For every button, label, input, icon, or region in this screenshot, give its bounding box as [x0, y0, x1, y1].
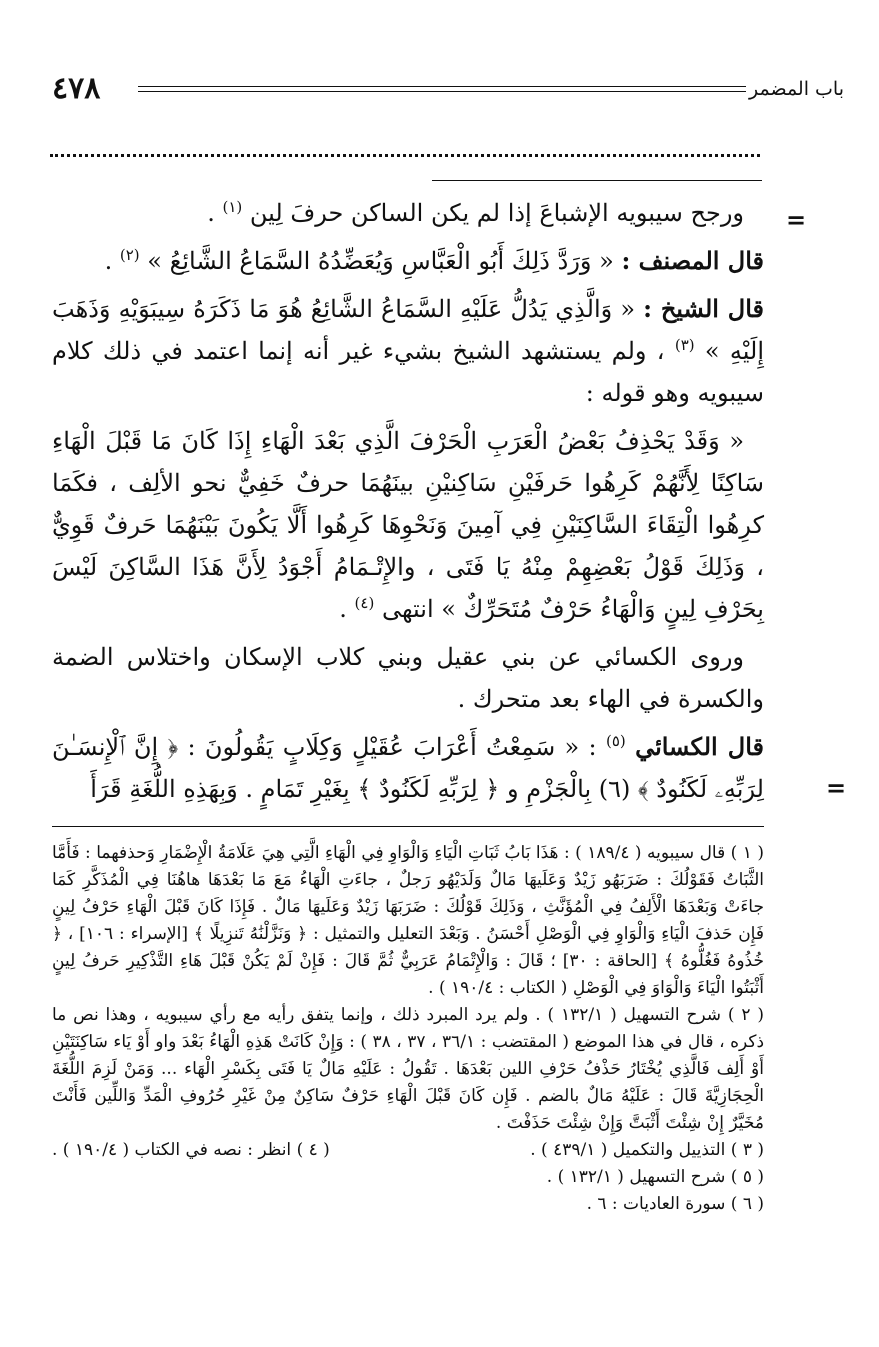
- continuation-mark-bottom: =: [826, 773, 847, 802]
- footnote-3: ( ٣ ) التذييل والتكميل ( ٤٣٩/١ ) .: [530, 1140, 764, 1160]
- section-rule: [432, 180, 762, 181]
- paragraph-tail: .: [104, 247, 113, 275]
- footnotes: [52, 840, 764, 1218]
- footnote-4: ( ٤ ) انظر : نصه في الكتاب ( ١٩٠/٤ ) .: [52, 1140, 330, 1160]
- paragraph-tail: ، ولم يستشهد الشيخ بشيء غير أنه إنما اعتمد في ذلك كلام سيبويه وهو قوله :: [52, 337, 764, 407]
- paragraph-text: « وَرَدَّ ذَلِكَ أَبُو الْعَبَّاسِ وَيُعَضِّدُهُ السَّمَاعُ الشَّائِعُ »: [139, 247, 614, 275]
- footnote-ref-2[interactable]: (٢): [119, 246, 140, 264]
- footnote-ref-5[interactable]: (٥): [605, 732, 626, 750]
- dotted-separator: [50, 154, 760, 157]
- footnote-ref-3[interactable]: (٣): [674, 336, 695, 354]
- paragraph-kisai: [52, 726, 764, 810]
- paragraph-sibawayh: [52, 192, 764, 234]
- footnote-5: ( ٥ ) شرح التسهيل ( ١٣٢/١ ) .: [546, 1167, 764, 1187]
- page-number: ٤٧٨: [52, 71, 101, 106]
- footnote-1: ( ١ ) قال سيبويه ( ١٨٩/٤ ) : هَذَا بَابُ ثَبَاتِ الْيَاءِ وَالْوَاوِ فِي الْهَاءِ الَّتِي هِيَ عَلَامَةُ الْإِضْمَارِ وَحذفهما : فَأَمَّا الثَّبَاتُ فَقَوْلُكَ : ضَرَبَهُو زَيْدٌ وَعَلَيهَا مَالٌ وَلَدَيْهُو رَجلٌ ، جاءَتِ الْهَاءُ مَعَ مَا بَعْدَهَا هاهُنَا فِي الْمُذَكَّرِ كَمَا جاءَتْ وَبَعْدَهَا الْأَلِفُ فِي الْمُؤَنَّثِ ، وَذَلِكَ قَوْلُكَ : ضَرَبَهَا زَيْدٌ وَعَلَيهَا مَالٌ . فَإِذَا كَانَ قَبْلَ الْهَاءِ حَرْفُ لِينٍ فَإِن حَذفَ الْيَاءِ وَالْوَاوِ فِي الْوَصْلِ أَحْسَنُ . وَبَعْدَ التعليل والتمثيل : ﴿ وَنَزَّلْنَٰهُ تَنزِيلًا ﴾ [الإسراء : ١٠٦] ، ﴿ خُذُوهُ فَغُلُّوهُ ﴾ [الحاقة : ٣٠] ؛ قَالَ : وَالْإِتْمَامُ عَرَبِيٌّ ثُمَّ قَالَ : فَإِنْ لَمْ يَكُنْ قَبْلَ هَاءِ التَّذْكِيرِ حَرفُ لِينٍ أَثْبَتُوا الْيَاءَ وَالْوَاوَ فِي الْوَصْلِ ( الكتاب : ١٩٠/٤ ) .: [52, 843, 765, 998]
- paragraph-tail: .: [207, 199, 215, 227]
- header-double-rule: [138, 86, 746, 92]
- footnote-row-3-4: [52, 1137, 764, 1164]
- paragraph-kisai-report: [52, 636, 764, 720]
- paragraph-musannif: [52, 240, 764, 282]
- footnote-6: ( ٦ ) سورة العاديات : ٦ .: [586, 1194, 764, 1214]
- footnote-2: ( ٢ ) شرح التسهيل ( ١٣٢/١ ) . ولم يرد المبرد ذلك ، وإنما يتفق رأيه مع رأي سيبويه ، وهذا نص ما ذكره ، قال في هذا الموضع ( المقتضب : ٣٦/١ ، ٣٧ ، ٣٨ ) : وَإِنْ كَانَتْ هَذِهِ الْهَاءُ بَعْدَ واو أَوْ يَاء سَاكِنَتَيْنِ أَوْ أَلِف فَالَّذِي يُخْتَارُ حَذْفُ حَرْفِ اللين بَعْدَهَا . تَقُولُ : عَلَيْهِ مَالٌ يَا فَتَى بِكَسْرِ الْهَاء ... وَمَنْ لَزِمَ اللُّغَةَ الْحِجَازِيَّةَ قَالَ : عَلَيْهُ مَالٌ بالضم . فَإِن كَانَ قَبْلَ الْهَاءِ حَرْفٌ سَاكِنٌ مِنْ غَيْرِ حُرُوفِ الْمَدِّ وَاللِّين فَأَنْتَ مُخَيَّرٌ إِنْ شِئْتَ أَثْبَتَّ وَإِنْ شِئْتَ حَذَفْتَ .: [52, 1005, 765, 1133]
- speaker-label: قال الشيخ :: [643, 294, 764, 323]
- main-text: [52, 192, 764, 816]
- paragraph-text: وروى الكسائي عن بني عقيل وبني كلاب الإسكان واختلاس الضمة والكسرة في الهاء بعد متحرك .: [52, 643, 764, 713]
- footnote-separator: [52, 826, 764, 827]
- paragraph-tail: : « سَمِعْتُ أَعْرَابَ عُقَيْلٍ وَكِلَابٍ يَقُولُونَ : ﴿ إِنَّ ٱلْإِنسَـٰنَ لِرَبِّهِۦ لَكَنُودٌ ﴾ (٦) بِالْجَزْمِ و ﴿ لِرَبِّهِ لَكَنُودٌ ﴾ بِغَيْرِ تَمَامٍ . وَبِهَذِهِ اللُّغَةِ قَرَأَ: [52, 733, 764, 803]
- continuation-mark-top: =: [786, 205, 807, 234]
- paragraph-text: « وَالَّذِي يَدُلُّ عَلَيْهِ السَّمَاعُ الشَّائِعُ هُوَ مَا ذَكَرَهُ سِيبَوَيْهِ وَذَهَبَ إِلَيْهِ »: [52, 295, 764, 365]
- footnote-ref-4[interactable]: (٤): [354, 594, 375, 612]
- paragraph-shaykh: [52, 288, 764, 414]
- paragraph-tail: .: [339, 595, 347, 623]
- paragraph-text: ورجح سيبويه الإشباعَ إذا لم يكن الساكن حرفَ لِين: [249, 199, 744, 227]
- paragraph-quotation: [52, 420, 764, 630]
- running-title: باب المضمر: [749, 78, 844, 100]
- paragraph-text: « وَقَدْ يَحْذِفُ بَعْضُ الْعَرَبِ الْحَرْفَ الَّذِي بَعْدَ الْهَاءِ إِذَا كَانَ مَا قَبْلَ الْهَاءِ سَاكِنًا لِأَنَّهُمْ كَرِهُوا حَرفَيْنِ سَاكِنيْنِ بينَهُمَا حرفٌ خَفِيٌّ نحو الألِف ، فكَمَا كرِهُوا الْتِقَاءَ السَّاكِنَيْنِ فِي آمِينَ وَنَحْوِهَا كَرِهُوا أَلَّا يَكُونَ بَيْنَهُمَا حَرفٌ قَوِيٌّ ، وَذَلِكَ قَوْلُ بَعْضِهِمْ مِنْهُ يَا فَتَى ، والإِتْـمَامُ أَجْوَدُ لِأَنَّ هَذَا السَّاكِنَ لَيْسَ بِحَرْفِ لِينٍ وَالْهَاءُ حَرْفٌ مُتَحَرِّكٌ » انتهى: [52, 427, 764, 623]
- speaker-label: قال الكسائي: [635, 732, 764, 761]
- footnote-ref-1[interactable]: (١): [222, 198, 243, 216]
- speaker-label: قال المصنف :: [621, 246, 764, 275]
